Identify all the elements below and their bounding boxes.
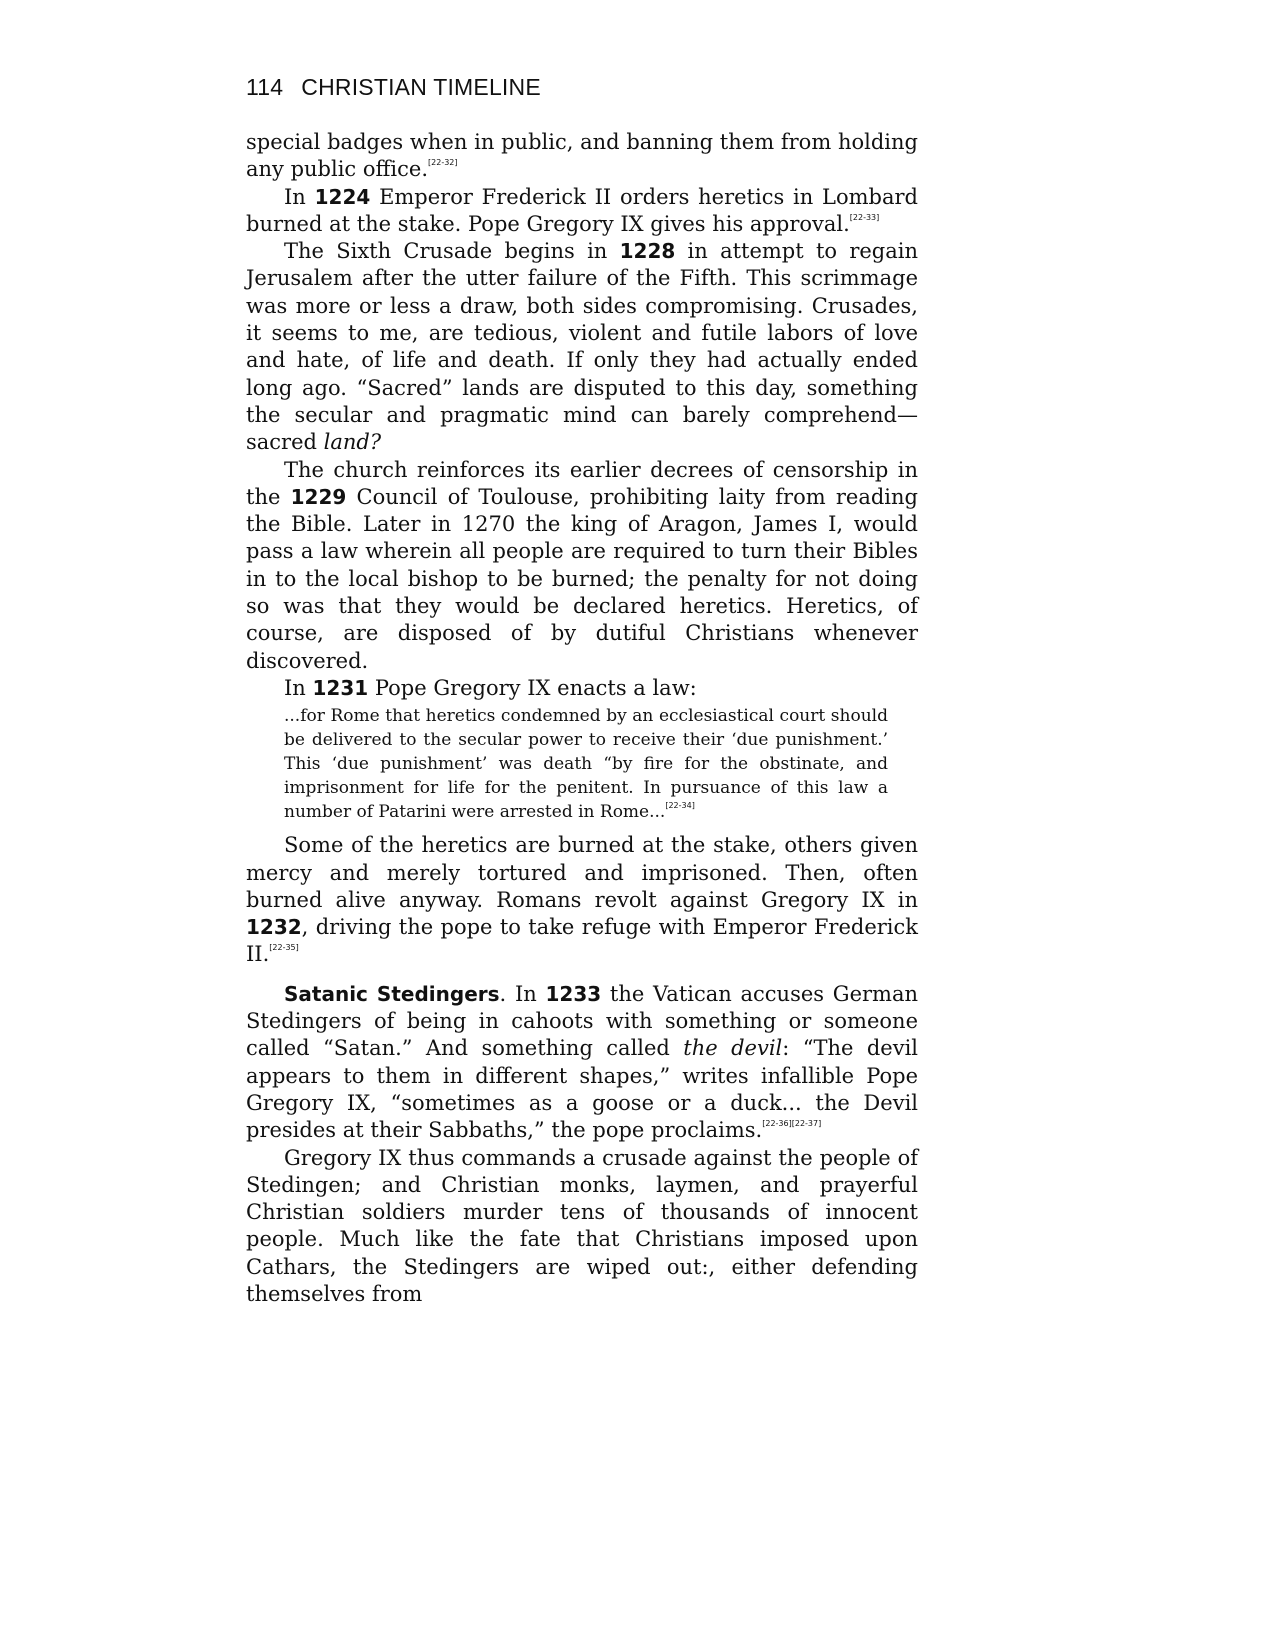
paragraph-text: Gregory IX thus commands a crusade against the people of Stedingen; and Christian monks, laymen, and prayerful Christian soldiers murder tens of thousands of innocent people. Much like the fate that Christians imposed upon Cathars, the Stedingers are wiped out:, either defending themselves from [246, 1145, 918, 1306]
paragraph-text: In [284, 675, 313, 700]
footnote-ref: [22-35] [269, 943, 299, 953]
paragraph-text: Some of the heretics are burned at the stake, others given mercy and merely tortured and imprisoned. Then, often burned alive anyway. Romans revolt against Gregory IX in [246, 833, 918, 912]
year-1233: 1233 [545, 981, 602, 1006]
body-text [246, 129, 918, 1308]
footnote-ref: [22-33] [849, 212, 880, 222]
running-title: CHRISTIAN TIMELINE [301, 74, 541, 100]
paragraph-text: : “The devil appears to them in different shapes,” writes infallible Pope Gregory IX, “sometimes as a goose or a duck... the Devil presides at their Sabbaths,” the pope proclaims. [246, 1036, 918, 1143]
block-quote [284, 704, 888, 824]
running-header [246, 74, 541, 101]
year-1232: 1232 [246, 915, 302, 940]
paragraph-text: The Sixth Crusade begins in [284, 239, 620, 264]
paragraph-text: , driving the pope to take refuge with Emperor Frederick II. [246, 915, 918, 967]
paragraph-text: special badges when in public, and banning them from holding any public office. [246, 130, 918, 182]
paragraph-text: The church reinforces its earlier decrees of censorship in the [246, 457, 918, 509]
year-1229: 1229 [290, 484, 347, 509]
footnote-ref: [22-34] [665, 801, 695, 811]
paragraph-text: in attempt to regain Jerusalem after the utter failure of the Fifth. This scrimmage was more or less a draw, both sides compromising. Crusades, it seems to me, are tedious, violent and futile labors of love and hate, of life and death. If only they had actually ended long ago. “Sacred” lands are disputed to this day, something the secular and pragmatic mind can barely comprehend—sacred [246, 239, 918, 455]
paragraph-text: the Vatican accuses German Stedingers of being in cahoots with something or someone called “Satan.” And something called [246, 981, 918, 1061]
paragraph-3 [246, 238, 918, 456]
paragraph-2 [246, 184, 918, 239]
paragraph-8 [246, 1145, 918, 1309]
paragraph-6 [246, 832, 918, 968]
paragraph-4 [246, 457, 918, 675]
paragraph-5 [246, 675, 918, 702]
footnote-ref: [22-32] [428, 158, 458, 168]
page-number: 114 [246, 74, 284, 100]
paragraph-1 [246, 129, 918, 184]
emphasis: the devil [683, 1036, 783, 1061]
paragraph-text: Council of Toulouse, prohibiting laity from reading the Bible. Later in 1270 the king of Aragon, James I, would pass a law wherein all people are required to turn their Bibles in to the local bishop to be burned; the penalty for not doing so was that they would be declared heretics. Heretics, of course, are disposed of by dutiful Christians whenever discovered. [246, 484, 918, 673]
paragraph-text: In [284, 184, 315, 209]
footnote-ref: [22-37] [791, 1119, 822, 1129]
section-heading: Satanic Stedingers [284, 981, 500, 1006]
paragraph-text: Pope Gregory IX enacts a law: [368, 675, 697, 700]
paragraph-text: . In [499, 981, 546, 1006]
year-1228: 1228 [619, 239, 676, 264]
quote-text: ...for Rome that heretics condemned by an ecclesiastical court should be delivered to the secular power to receive their ‘due punishment.’ This ‘due punishment’ was death “by fire for the obstinate, and imprisonment for life for the penitent. In pursuance of this law a number of Patarini were arrested in Rome... [284, 706, 888, 823]
paragraph-text: Emperor Frederick II orders heretics in Lombard burned at the stake. Pope Gregory IX gives his approval. [246, 184, 919, 236]
emphasis: land? [323, 430, 382, 455]
year-1231: 1231 [312, 675, 369, 700]
footnote-ref: [22-36] [762, 1119, 792, 1129]
year-1224: 1224 [314, 184, 371, 209]
paragraph-7 [246, 981, 918, 1145]
